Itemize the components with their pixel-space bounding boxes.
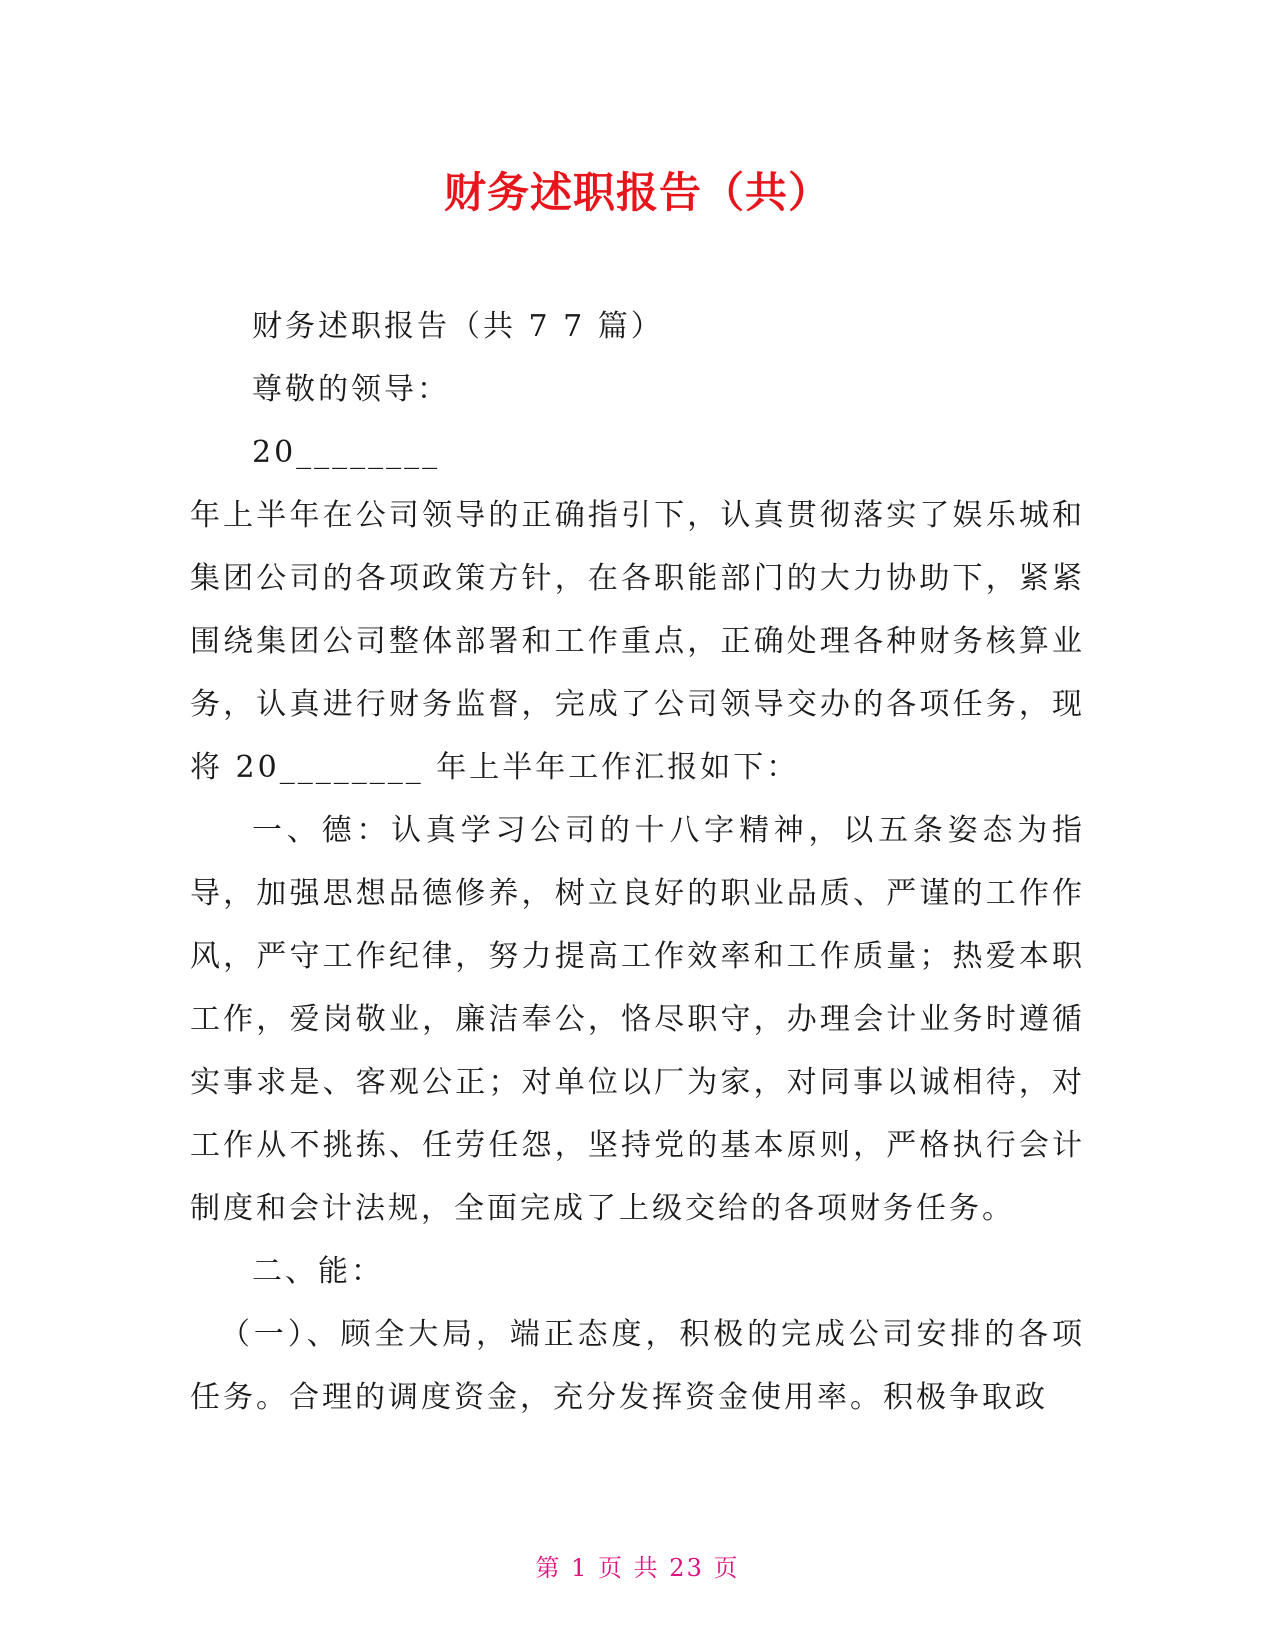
page-number-footer: 第 1 页 共 23 页 bbox=[535, 1554, 740, 1582]
paragraph-ability-1: （一）、顾全大局，端正态度，积极的完成公司安排的各项任务。合理的调度资金，充分发挥资金使用率。积极争取政 bbox=[190, 1317, 1085, 1415]
section-heading-ability: 二、能： bbox=[252, 1254, 384, 1289]
subtitle-line: 财务述职报告（共 7 7 篇） bbox=[252, 309, 664, 344]
salutation: 尊敬的领导： bbox=[252, 372, 450, 407]
document-body bbox=[190, 295, 1085, 1429]
paragraph-virtue: 一、德：认真学习公司的十八字精神，以五条姿态为指导，加强思想品德修养，树立良好的职业品质、严谨的工作作风，严守工作纪律，努力提高工作效率和工作质量；热爱本职工作，爱岗敬业，廉洁奉公，恪尽职守，办理会计业务时遵循实事求是、客观公正；对单位以厂为家，对同事以诚相待，对工作从不挑拣、任劳任怨，坚持党的基本原则，严格执行会计制度和会计法规，全面完成了上级交给的各项财务任务。 bbox=[190, 813, 1085, 1226]
document-title: 财务述职报告（共） bbox=[443, 168, 831, 217]
year-line: 20________ bbox=[252, 435, 441, 470]
paragraph-intro: 年上半年在公司领导的正确指引下，认真贯彻落实了娱乐城和集团公司的各项政策方针，在各职能部门的大力协助下，紧紧围绕集团公司整体部署和工作重点，正确处理各种财务核算业务，认真进行财务监督，完成了公司领导交办的各项任务，现将 20________ 年上半年工作汇报如下： bbox=[190, 498, 1085, 785]
